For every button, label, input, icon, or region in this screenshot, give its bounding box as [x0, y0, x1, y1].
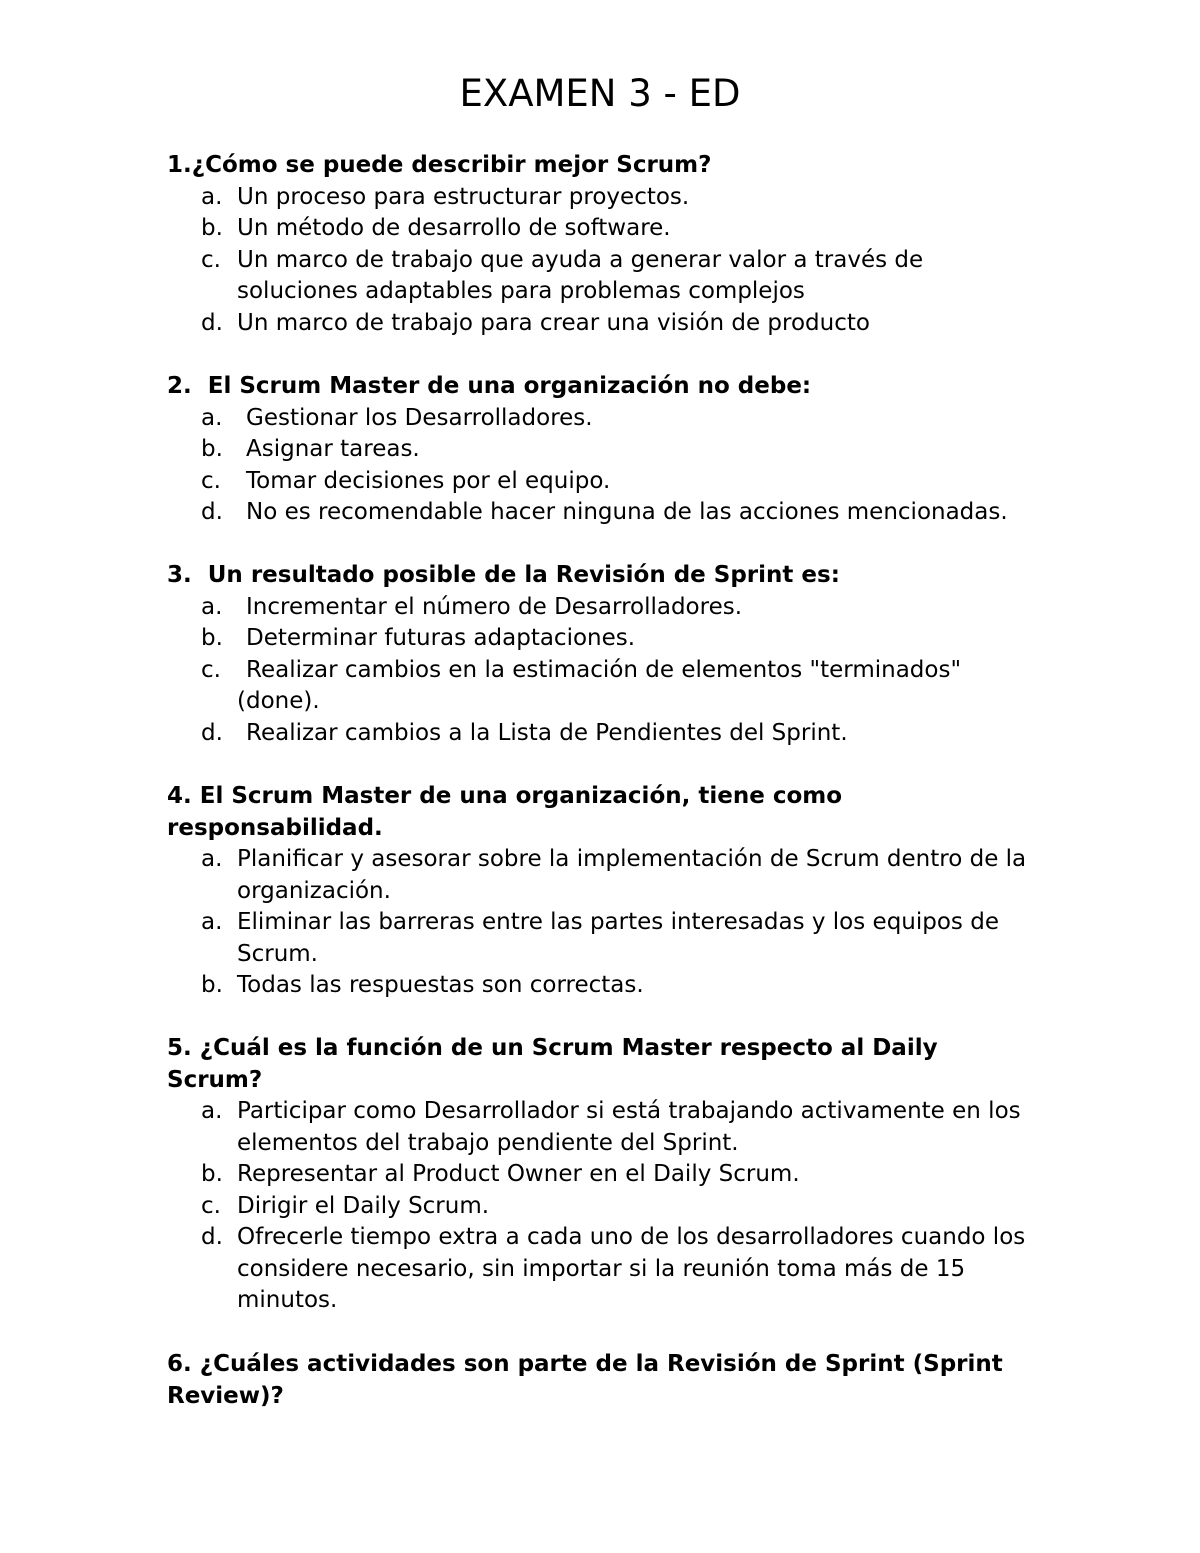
option-letter: b. [201, 1161, 223, 1187]
option-list [167, 403, 1047, 529]
option-text: Eliminar las barreras entre las partes interesadas y los equipos de Scrum. [237, 909, 999, 967]
option-item [167, 592, 1047, 624]
option-item [167, 655, 1047, 718]
question-6 [167, 1349, 1047, 1412]
option-letter: a. [201, 846, 223, 872]
option-text: Participar como Desarrollador si está trabajando activamente en los elementos del trabajo pendiente del Sprint. [237, 1098, 1021, 1156]
option-text: Un marco de trabajo para crear una visión de producto [237, 309, 870, 336]
option-letter: d. [201, 719, 223, 746]
option-item [167, 718, 1047, 750]
question-2 [167, 371, 1047, 529]
option-letter: c. [201, 656, 221, 683]
option-text: Realizar cambios en la estimación de elementos "terminados" (done). [237, 656, 962, 714]
option-item [167, 907, 1057, 970]
question-4 [167, 781, 887, 844]
option-letter: d. [201, 499, 223, 525]
option-item [167, 1191, 1047, 1223]
option-letter: a. [201, 909, 223, 935]
question-text: 2. El Scrum Master de una organización no debe: [167, 373, 812, 399]
option-text: Dirigir el Daily Scrum. [237, 1192, 490, 1219]
question-4-options [167, 844, 1057, 1002]
option-text: Un proceso para estructurar proyectos. [237, 183, 690, 210]
option-item [167, 1159, 1047, 1191]
option-text: Determinar futuras adaptaciones. [246, 625, 636, 651]
question-5-options [167, 1096, 1047, 1317]
option-text: Representar al Product Owner en el Daily Scrum. [237, 1161, 800, 1187]
question-5 [167, 1033, 987, 1096]
option-letter: b. [201, 215, 223, 241]
option-list [167, 592, 1047, 750]
option-item [167, 844, 1057, 907]
option-text: No es recomendable hacer ninguna de las acciones mencionadas. [246, 499, 1008, 525]
option-text: Gestionar los Desarrolladores. [246, 404, 593, 431]
option-text: Ofrecerle tiempo extra a cada uno de los desarrolladores cuando los considere necesario, sin importar si la reunión toma más de 15 minutos. [237, 1224, 1026, 1313]
question-text: 1.¿Cómo se puede describir mejor Scrum? [167, 152, 712, 178]
option-letter: b. [201, 625, 223, 651]
option-text: Incrementar el número de Desarrolladores. [246, 593, 743, 620]
option-text: Realizar cambios a la Lista de Pendientes del Sprint. [246, 719, 848, 746]
option-item [167, 308, 1047, 340]
option-letter: a. [201, 1098, 223, 1124]
option-letter: d. [201, 1224, 223, 1250]
option-item [167, 497, 1047, 529]
option-list [167, 1096, 1047, 1317]
option-letter: c. [201, 246, 221, 273]
option-letter: a. [201, 404, 223, 431]
option-item [167, 1222, 1047, 1317]
option-text: Planificar y asesorar sobre la implementación de Scrum dentro de la organización. [237, 846, 1027, 904]
option-text: Un método de desarrollo de software. [237, 215, 671, 241]
option-item [167, 182, 1047, 214]
question-1 [167, 150, 1047, 339]
option-letter: b. [201, 972, 223, 998]
question-text: 5. ¿Cuál es la función de un Scrum Master respecto al Daily Scrum? [167, 1035, 938, 1093]
option-text: Todas las respuestas son correctas. [237, 972, 644, 998]
option-item [167, 970, 1057, 1002]
option-letter: b. [201, 436, 223, 462]
option-letter: a. [201, 593, 223, 620]
option-item [167, 1096, 1047, 1159]
option-text: Tomar decisiones por el equipo. [246, 467, 611, 494]
question-text: 3. Un resultado posible de la Revisión de Sprint es: [167, 562, 840, 588]
option-list [167, 182, 1047, 340]
option-item [167, 403, 1047, 435]
question-text: 6. ¿Cuáles actividades son parte de la Revisión de Sprint (Sprint Review)? [167, 1351, 1003, 1409]
option-item [167, 434, 1047, 466]
question-3 [167, 560, 1047, 749]
option-item [167, 245, 1047, 308]
option-list [167, 844, 1057, 1002]
option-text: Un marco de trabajo que ayuda a generar valor a través de soluciones adaptables para problemas complejos [237, 246, 924, 304]
option-item [167, 466, 1047, 498]
option-letter: c. [201, 1192, 221, 1219]
page-title: EXAMEN 3 - ED [459, 72, 741, 115]
option-letter: c. [201, 467, 221, 494]
option-item [167, 623, 1047, 655]
question-text: 4. El Scrum Master de una organización, tiene como responsabilidad. [167, 783, 843, 841]
option-letter: a. [201, 183, 223, 210]
option-item [167, 213, 1047, 245]
option-letter: d. [201, 309, 223, 336]
option-text: Asignar tareas. [246, 436, 420, 462]
